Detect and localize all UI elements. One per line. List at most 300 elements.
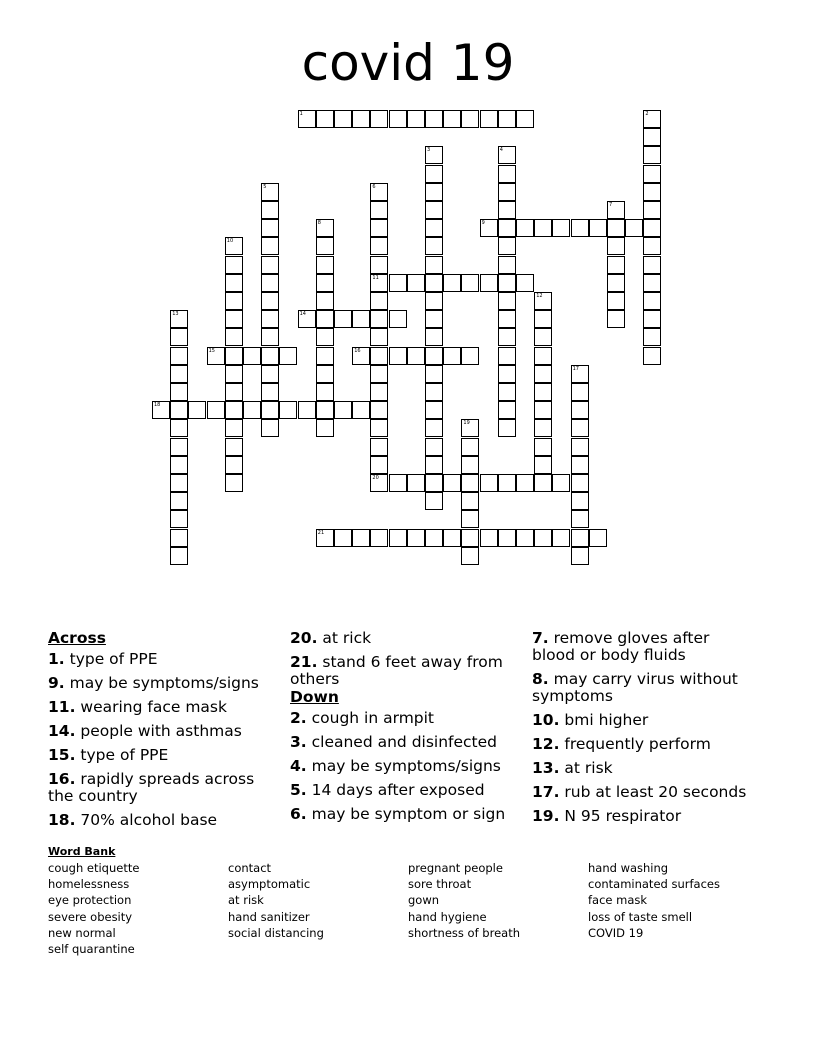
clue-number: 4 xyxy=(499,147,503,154)
grid-cell[interactable] xyxy=(516,274,534,292)
grid-cell[interactable] xyxy=(370,237,388,255)
grid-cell[interactable] xyxy=(607,201,625,219)
grid-cell[interactable] xyxy=(170,365,188,383)
grid-cell[interactable] xyxy=(170,328,188,346)
grid-cell[interactable] xyxy=(425,328,443,346)
grid-cell[interactable] xyxy=(389,310,407,328)
clue-text: type of PPE xyxy=(75,746,169,764)
grid-cell[interactable] xyxy=(552,529,570,547)
grid-cell[interactable] xyxy=(498,310,516,328)
word-bank-entry: at risk xyxy=(228,893,264,908)
grid-cell[interactable] xyxy=(461,110,479,128)
grid-cell[interactable] xyxy=(352,310,370,328)
grid-cell[interactable] xyxy=(170,383,188,401)
clue-number: 21 xyxy=(317,529,325,536)
grid-cell[interactable] xyxy=(498,529,516,547)
grid-cell[interactable] xyxy=(534,347,552,365)
grid-cell[interactable] xyxy=(425,438,443,456)
word-bank-column-3 xyxy=(408,860,520,941)
grid-cell[interactable] xyxy=(170,510,188,528)
grid-cell[interactable] xyxy=(571,547,589,565)
clue-text: remove gloves after blood or body fluids xyxy=(532,629,710,664)
clue-item xyxy=(532,760,757,777)
grid-cell[interactable] xyxy=(498,110,516,128)
grid-cell[interactable] xyxy=(571,456,589,474)
clues-column-3 xyxy=(532,630,757,832)
grid-cell[interactable] xyxy=(607,256,625,274)
clue-number: 3. xyxy=(290,733,307,751)
grid-cell[interactable] xyxy=(498,146,516,164)
clue-number: 18 xyxy=(154,402,161,409)
grid-cell[interactable] xyxy=(643,219,661,237)
clue-item xyxy=(290,758,515,775)
word-bank-entry: severe obesity xyxy=(48,909,133,924)
grid-cell[interactable] xyxy=(443,274,461,292)
grid-cell[interactable] xyxy=(352,110,370,128)
grid-cell[interactable] xyxy=(370,310,388,328)
grid-cell[interactable] xyxy=(425,347,443,365)
grid-cell[interactable] xyxy=(643,256,661,274)
grid-cell[interactable] xyxy=(370,456,388,474)
clue-number: 15 xyxy=(208,347,215,354)
grid-cell[interactable] xyxy=(461,529,479,547)
grid-cell[interactable] xyxy=(225,310,243,328)
grid-cell[interactable] xyxy=(334,110,352,128)
grid-cell[interactable] xyxy=(370,183,388,201)
grid-cell[interactable] xyxy=(571,438,589,456)
grid-cell[interactable] xyxy=(498,292,516,310)
grid-cell[interactable] xyxy=(279,347,297,365)
grid-cell[interactable] xyxy=(534,438,552,456)
grid-cell[interactable] xyxy=(261,237,279,255)
grid-cell[interactable] xyxy=(316,328,334,346)
grid-cell[interactable] xyxy=(334,401,352,419)
grid-cell[interactable] xyxy=(571,383,589,401)
grid-cell[interactable] xyxy=(316,237,334,255)
grid-cell[interactable] xyxy=(607,310,625,328)
clue-item xyxy=(48,771,273,805)
grid-cell[interactable] xyxy=(370,438,388,456)
grid-cell[interactable] xyxy=(534,401,552,419)
grid-cell[interactable] xyxy=(152,401,170,419)
grid-cell[interactable] xyxy=(643,328,661,346)
grid-cell[interactable] xyxy=(261,401,279,419)
grid-cell[interactable] xyxy=(498,328,516,346)
grid-cell[interactable] xyxy=(389,347,407,365)
grid-cell[interactable] xyxy=(534,529,552,547)
grid-cell[interactable] xyxy=(643,110,661,128)
grid-cell[interactable] xyxy=(498,383,516,401)
grid-cell[interactable] xyxy=(571,219,589,237)
grid-cell[interactable] xyxy=(498,201,516,219)
grid-cell[interactable] xyxy=(571,492,589,510)
grid-cell[interactable] xyxy=(225,419,243,437)
grid-cell[interactable] xyxy=(243,347,261,365)
clue-number: 15. xyxy=(48,746,76,764)
grid-cell[interactable] xyxy=(225,438,243,456)
grid-cell[interactable] xyxy=(389,110,407,128)
word-bank-entry: contact xyxy=(228,861,272,875)
grid-cell[interactable] xyxy=(425,419,443,437)
grid-cell[interactable] xyxy=(425,183,443,201)
grid-cell[interactable] xyxy=(480,529,498,547)
word-bank-entry: self quarantine xyxy=(48,942,135,957)
grid-cell[interactable] xyxy=(170,547,188,565)
word-bank-entry: hand sanitizer xyxy=(228,909,310,924)
grid-cell[interactable] xyxy=(316,292,334,310)
clue-number: 12 xyxy=(536,293,543,299)
clue-number: 4. xyxy=(290,757,307,775)
grid-cell[interactable] xyxy=(571,365,589,383)
grid-cell[interactable] xyxy=(498,347,516,365)
grid-cell[interactable] xyxy=(461,419,479,437)
grid-cell[interactable] xyxy=(498,474,516,492)
grid-cell[interactable] xyxy=(589,219,607,237)
grid-cell[interactable] xyxy=(425,529,443,547)
grid-cell[interactable] xyxy=(534,456,552,474)
grid-cell[interactable] xyxy=(498,419,516,437)
grid-cell[interactable] xyxy=(316,219,334,237)
grid-cell[interactable] xyxy=(461,274,479,292)
grid-cell[interactable] xyxy=(316,310,334,328)
grid-cell[interactable] xyxy=(170,529,188,547)
grid-cell[interactable] xyxy=(443,110,461,128)
grid-cell[interactable] xyxy=(425,237,443,255)
grid-cell[interactable] xyxy=(370,474,388,492)
grid-cell[interactable] xyxy=(225,256,243,274)
grid-cell[interactable] xyxy=(407,274,425,292)
word-bank-column-1 xyxy=(48,860,139,957)
grid-cell[interactable] xyxy=(571,401,589,419)
grid-cell[interactable] xyxy=(643,292,661,310)
grid-cell[interactable] xyxy=(498,219,516,237)
grid-cell[interactable] xyxy=(370,365,388,383)
grid-cell[interactable] xyxy=(243,401,261,419)
grid-cell[interactable] xyxy=(425,146,443,164)
clue-text: frequently perform xyxy=(559,735,711,753)
grid-cell[interactable] xyxy=(425,365,443,383)
grid-cell[interactable] xyxy=(425,292,443,310)
grid-cell[interactable] xyxy=(643,274,661,292)
grid-cell[interactable] xyxy=(461,547,479,565)
grid-cell[interactable] xyxy=(316,529,334,547)
clue-item xyxy=(290,630,515,647)
grid-cell[interactable] xyxy=(480,110,498,128)
grid-cell[interactable] xyxy=(225,456,243,474)
clue-number: 9 xyxy=(481,220,485,227)
grid-cell[interactable] xyxy=(316,110,334,128)
grid-cell[interactable] xyxy=(498,365,516,383)
clue-number: 18. xyxy=(48,811,76,829)
grid-cell[interactable] xyxy=(261,328,279,346)
grid-cell[interactable] xyxy=(480,474,498,492)
grid-cell[interactable] xyxy=(461,456,479,474)
grid-cell[interactable] xyxy=(316,256,334,274)
grid-cell[interactable] xyxy=(534,383,552,401)
clues-column-2 xyxy=(290,630,515,830)
grid-cell[interactable] xyxy=(316,401,334,419)
grid-cell[interactable] xyxy=(261,347,279,365)
grid-cell[interactable] xyxy=(425,165,443,183)
clue-number: 13 xyxy=(172,311,179,318)
clue-item xyxy=(532,671,757,705)
grid-cell[interactable] xyxy=(425,256,443,274)
grid-cell[interactable] xyxy=(261,292,279,310)
grid-cell[interactable] xyxy=(207,401,225,419)
grid-cell[interactable] xyxy=(298,310,316,328)
grid-cell[interactable] xyxy=(498,183,516,201)
clue-text: may be symptom or sign xyxy=(306,805,506,823)
grid-cell[interactable] xyxy=(571,529,589,547)
grid-cell[interactable] xyxy=(443,474,461,492)
grid-cell[interactable] xyxy=(534,328,552,346)
grid-cell[interactable] xyxy=(480,219,498,237)
clue-number: 17 xyxy=(572,365,579,372)
grid-cell[interactable] xyxy=(316,383,334,401)
clue-text: rub at least 20 seconds xyxy=(559,783,747,801)
clue-item xyxy=(290,710,515,727)
grid-cell[interactable] xyxy=(425,383,443,401)
grid-cell[interactable] xyxy=(170,474,188,492)
clue-number: 7. xyxy=(532,629,549,647)
grid-cell[interactable] xyxy=(534,474,552,492)
grid-cell[interactable] xyxy=(279,401,297,419)
clue-number: 6 xyxy=(372,183,376,190)
grid-cell[interactable] xyxy=(370,219,388,237)
grid-cell[interactable] xyxy=(370,274,388,292)
clue-number: 10. xyxy=(532,711,560,729)
grid-cell[interactable] xyxy=(571,419,589,437)
word-bank-entry: hand hygiene xyxy=(408,909,487,924)
page-title: covid 19 xyxy=(301,34,515,92)
grid-cell[interactable] xyxy=(425,274,443,292)
grid-cell[interactable] xyxy=(643,347,661,365)
grid-cell[interactable] xyxy=(425,474,443,492)
clue-item xyxy=(290,806,515,823)
grid-cell[interactable] xyxy=(316,347,334,365)
clue-item xyxy=(48,812,273,829)
grid-cell[interactable] xyxy=(534,419,552,437)
grid-cell[interactable] xyxy=(225,383,243,401)
grid-cell[interactable] xyxy=(607,292,625,310)
grid-cell[interactable] xyxy=(516,219,534,237)
clue-item xyxy=(290,654,515,688)
grid-cell[interactable] xyxy=(370,110,388,128)
clue-text: cleaned and disinfected xyxy=(306,733,498,751)
word-bank-heading: Word Bank xyxy=(48,845,116,858)
word-bank-column-4 xyxy=(588,860,720,941)
grid-cell[interactable] xyxy=(389,274,407,292)
grid-cell[interactable] xyxy=(225,347,243,365)
grid-cell[interactable] xyxy=(425,492,443,510)
grid-cell[interactable] xyxy=(607,274,625,292)
grid-cell[interactable] xyxy=(170,347,188,365)
grid-cell[interactable] xyxy=(516,529,534,547)
grid-cell[interactable] xyxy=(461,492,479,510)
grid-cell[interactable] xyxy=(389,529,407,547)
grid-cell[interactable] xyxy=(643,310,661,328)
grid-cell[interactable] xyxy=(225,274,243,292)
grid-cell[interactable] xyxy=(534,219,552,237)
clue-number: 2 xyxy=(645,111,649,117)
grid-cell[interactable] xyxy=(389,474,407,492)
grid-cell[interactable] xyxy=(298,110,316,128)
grid-cell[interactable] xyxy=(571,510,589,528)
grid-cell[interactable] xyxy=(170,492,188,510)
grid-cell[interactable] xyxy=(225,237,243,255)
clue-number: 5 xyxy=(263,183,267,190)
grid-cell[interactable] xyxy=(407,474,425,492)
clue-number: 21. xyxy=(290,653,318,671)
grid-cell[interactable] xyxy=(407,529,425,547)
clue-number: 1 xyxy=(299,111,303,117)
grid-cell[interactable] xyxy=(370,347,388,365)
grid-cell[interactable] xyxy=(261,256,279,274)
grid-cell[interactable] xyxy=(425,110,443,128)
grid-cell[interactable] xyxy=(607,219,625,237)
grid-cell[interactable] xyxy=(425,401,443,419)
grid-cell[interactable] xyxy=(370,383,388,401)
grid-cell[interactable] xyxy=(534,365,552,383)
clue-number: 6. xyxy=(290,805,307,823)
grid-cell[interactable] xyxy=(625,219,643,237)
grid-cell[interactable] xyxy=(170,419,188,437)
grid-cell[interactable] xyxy=(261,365,279,383)
clue-number: 9. xyxy=(48,674,65,692)
grid-cell[interactable] xyxy=(334,529,352,547)
clue-text: may be symptoms/signs xyxy=(64,674,259,692)
grid-cell[interactable] xyxy=(534,310,552,328)
grid-cell[interactable] xyxy=(425,201,443,219)
word-bank-entry: sore throat xyxy=(408,877,472,892)
grid-cell[interactable] xyxy=(370,529,388,547)
clue-number: 16. xyxy=(48,770,76,788)
clue-number: 19 xyxy=(463,420,470,427)
grid-cell[interactable] xyxy=(643,128,661,146)
grid-cell[interactable] xyxy=(370,292,388,310)
grid-cell[interactable] xyxy=(370,256,388,274)
grid-cell[interactable] xyxy=(498,256,516,274)
clue-text: may carry virus without symptoms xyxy=(532,670,738,705)
grid-cell[interactable] xyxy=(552,219,570,237)
grid-cell[interactable] xyxy=(643,165,661,183)
across-heading: Across xyxy=(48,629,106,647)
clue-text: cough in armpit xyxy=(306,709,435,727)
grid-cell[interactable] xyxy=(188,401,206,419)
clue-item xyxy=(532,630,757,664)
clue-item xyxy=(532,808,757,825)
grid-cell[interactable] xyxy=(316,365,334,383)
clue-text: stand 6 feet away from others xyxy=(290,653,503,688)
clue-number: 1. xyxy=(48,650,65,668)
grid-cell[interactable] xyxy=(261,310,279,328)
grid-cell[interactable] xyxy=(407,347,425,365)
grid-cell[interactable] xyxy=(589,529,607,547)
clue-text: may be symptoms/signs xyxy=(306,757,501,775)
grid-cell[interactable] xyxy=(370,419,388,437)
grid-cell[interactable] xyxy=(461,510,479,528)
grid-cell[interactable] xyxy=(170,401,188,419)
grid-cell[interactable] xyxy=(516,110,534,128)
grid-cell[interactable] xyxy=(534,292,552,310)
grid-cell[interactable] xyxy=(261,183,279,201)
grid-cell[interactable] xyxy=(643,146,661,164)
grid-cell[interactable] xyxy=(498,165,516,183)
grid-cell[interactable] xyxy=(443,347,461,365)
grid-cell[interactable] xyxy=(607,237,625,255)
grid-cell[interactable] xyxy=(261,201,279,219)
grid-cell[interactable] xyxy=(170,438,188,456)
grid-cell[interactable] xyxy=(461,474,479,492)
grid-cell[interactable] xyxy=(407,110,425,128)
grid-cell[interactable] xyxy=(225,365,243,383)
clue-number: 20 xyxy=(372,475,379,481)
grid-cell[interactable] xyxy=(334,310,352,328)
clue-text: at rick xyxy=(317,629,372,647)
clue-item xyxy=(290,782,515,799)
grid-cell[interactable] xyxy=(425,219,443,237)
clues-column-1 xyxy=(48,630,273,836)
grid-cell[interactable] xyxy=(261,219,279,237)
grid-cell[interactable] xyxy=(170,310,188,328)
grid-cell[interactable] xyxy=(571,474,589,492)
grid-cell[interactable] xyxy=(480,274,498,292)
grid-cell[interactable] xyxy=(352,347,370,365)
grid-cell[interactable] xyxy=(425,310,443,328)
grid-cell[interactable] xyxy=(225,401,243,419)
clue-item xyxy=(532,712,757,729)
grid-cell[interactable] xyxy=(370,328,388,346)
clue-item xyxy=(48,651,273,668)
grid-cell[interactable] xyxy=(170,456,188,474)
grid-cell[interactable] xyxy=(461,347,479,365)
clue-number: 3 xyxy=(427,147,431,154)
grid-cell[interactable] xyxy=(298,401,316,419)
clue-number: 16 xyxy=(354,347,361,354)
grid-cell[interactable] xyxy=(316,419,334,437)
grid-cell[interactable] xyxy=(261,419,279,437)
grid-cell[interactable] xyxy=(643,237,661,255)
clue-item xyxy=(532,736,757,753)
grid-cell[interactable] xyxy=(516,474,534,492)
clue-text: 70% alcohol base xyxy=(75,811,218,829)
grid-cell[interactable] xyxy=(443,529,461,547)
grid-cell[interactable] xyxy=(498,274,516,292)
grid-cell[interactable] xyxy=(316,274,334,292)
grid-cell[interactable] xyxy=(643,201,661,219)
grid-cell[interactable] xyxy=(207,347,225,365)
word-bank-entry: face mask xyxy=(588,893,648,908)
grid-cell[interactable] xyxy=(261,383,279,401)
grid-cell[interactable] xyxy=(225,474,243,492)
grid-cell[interactable] xyxy=(461,438,479,456)
grid-cell[interactable] xyxy=(552,474,570,492)
grid-cell[interactable] xyxy=(352,401,370,419)
grid-cell[interactable] xyxy=(370,401,388,419)
grid-cell[interactable] xyxy=(225,328,243,346)
grid-cell[interactable] xyxy=(425,456,443,474)
grid-cell[interactable] xyxy=(352,529,370,547)
grid-cell[interactable] xyxy=(225,292,243,310)
word-bank-column-2 xyxy=(228,860,324,941)
clue-item xyxy=(48,747,273,764)
grid-cell[interactable] xyxy=(498,237,516,255)
grid-cell[interactable] xyxy=(498,401,516,419)
clue-item xyxy=(532,784,757,801)
grid-cell[interactable] xyxy=(261,274,279,292)
grid-cell[interactable] xyxy=(370,201,388,219)
grid-cell[interactable] xyxy=(643,183,661,201)
